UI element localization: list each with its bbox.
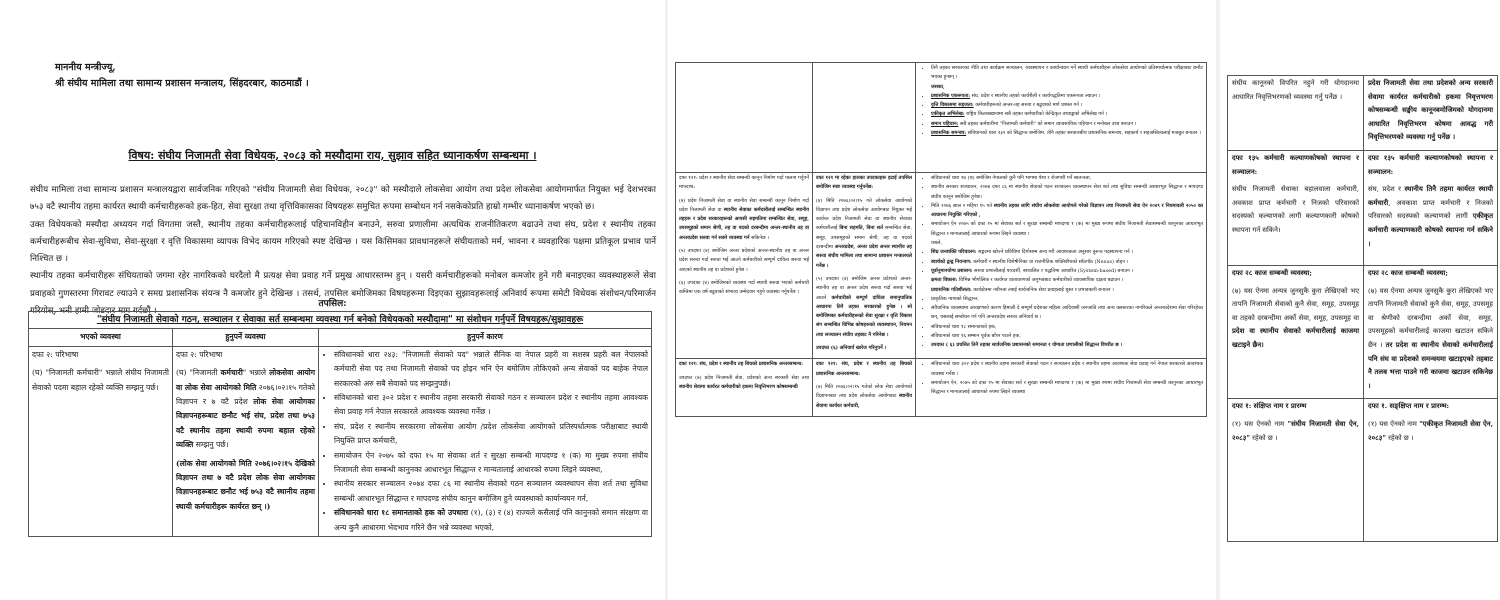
text-run: (१) यस ऐनको नाम (1232, 419, 1288, 428)
text-run: रहेको छ । (1249, 433, 1278, 442)
text-run: समायोजन ऐन २०७५ को दफा १५ मा सेवाका सर्त र सुरक्षा सम्बन्धी मापदण्ड १ (क) मा मुख्य रूपमा संघीय निजामती सेवासम्बन्धी कानुनका आधारभूत सिद्धान्त र मान्यतालाई आधारको रूपमा लिइने व्यवस्था । (931, 221, 1203, 237)
cell-paragraph (816, 344, 912, 353)
text-run: स्वार्थको द्वन्द्व नियन्त्रण: (931, 258, 972, 265)
cell-paragraph (1368, 285, 1493, 394)
text-run: दफा १२१: प्रदेश र स्थानीय सेवा सम्बन्धी कानून निर्माण गर्दा पालना गर्नुपर्ने मापदण्ड: (679, 175, 809, 191)
text-run: बिना सहमति, बिना सर्त (839, 225, 883, 232)
reason-item (931, 174, 1203, 183)
text-run: समायोजन ऐन, २०७५ को दफा १५ मा सेवाका सर्त र सुरक्षा सम्बन्धी मापदण्ड १ (क) मा मुख्य रुपमा संघीय निजामती सेवा सम्बन्धी कानुनका आधारभूत सिद्धान्त र मान्यतालाई आधारको रुपमा लिइने व्यवस्था (931, 379, 1203, 396)
reason-cell (319, 346, 652, 536)
page-2 (668, 0, 1216, 600)
proposed-cell (1364, 265, 1498, 398)
column-header-proposed: हुनुपर्ने व्यवस्था (173, 329, 319, 346)
cell-paragraph (1232, 267, 1359, 281)
existing-cell (676, 359, 813, 416)
text-run: जसका, (931, 83, 945, 90)
text-run: संविधानको धारा १७ (च) बमोजिम नेपालको कुनै पनि भागमा पेशा र रोजगारी गर्ने स्वतन्त्रता, (931, 175, 1092, 181)
suggestions-table (28, 311, 652, 537)
text-run: राष्ट्रिय किताबखानामा सबै तहका कर्मचारीको केन्द्रिकृत तथ्याङ्कको अभिलेख गर्न । (964, 111, 1108, 118)
text-run: उपदफा (७) प्रदेश निजामती सेवा, प्रदेशको अन्य सरकारी सेवा तथा (679, 374, 809, 381)
text-run: प्रशासनिक समन्वय: (931, 130, 967, 137)
text-run: सबै तहका कर्मचारीमा "निजामती कर्मचारी" को समान व्यावसायिक पहिचान र मनोबल उच्च बनाउन । (958, 120, 1137, 127)
reason-item (931, 101, 1203, 110)
text-run: कर्मचारीको सम्पूर्ण दायित्व समानुपातिक आधारमा तिनै तहका सरकारको हुनेछ । सो बमोजिमका कर्मचारीहरूको सेवा सुरक्षा र वृत्ति विकास संग सम्बन्धित विभिन्न कोषहरूको व्यवस्थापन, नियमन तथा सञ्चालन संघीय तहबाट नै गरिनेछ । (816, 294, 912, 338)
cell-paragraph (679, 374, 809, 393)
text-run: संघीय निजामती सेवाका बहालवाला कर्मचारी, अवकाश प्राप्त कर्मचारी र निजको परिवारको सदस्यको कल्याणको लागी कल्याणकारी कोषको स्थापना गर्न सकिने। (1232, 185, 1359, 234)
text-run: "एकीकृत निजामती सेवा ऐन, २०८३" (1368, 419, 1493, 442)
cell-paragraph (816, 275, 912, 340)
text-run: स्थानीय सेवामा कार्यरत कर्मचारी, (816, 393, 912, 409)
text-run: (७) यस ऐनमा अन्यत्र जुनसुकै कुरा लेखिएको भए तापनि निजामती सेवाको कुनै सेवा, समूह, उपसमूह वा तहको दरबन्दीमा अर्को सेवा, समूह, उपसमूह वा (1232, 286, 1359, 322)
cell-paragraph (816, 197, 912, 271)
reason-list (919, 248, 1203, 276)
suggestions-table-continued (675, 62, 1207, 417)
column-header-existing: भएको व्यवस्था (29, 329, 173, 346)
reason-item (931, 258, 1203, 267)
text-run: संघ, प्रदेश र स्थानीय सरकारमा लोकसेवा आयोग /प्रदेश लोकसेवा आयोगको प्रतिस्पर्धात्मक परीक्षाबाट स्थायी नियुक्ति प्राप्त कर्मचारी, (334, 421, 648, 446)
text-run: दफा १३५ कर्मचारी कल्याणकोषको स्थापना र सञ्चालन: (1232, 153, 1359, 176)
reason-item (334, 391, 648, 420)
text-run: स्थानीय सरकार सञ्चालन २०७४ दफा ८६ मा स्थानीय सेवाको गठन सञ्चालन व्यवस्थापन सेवा शर्त तथा सुविधा सम्बन्धी आधारभूत सिद्धान्त र मापदण्ड संघीय कानुन बमोजिम हुने व्यवस्थाको कार्यान्वयन गर्न, (334, 479, 648, 503)
text-run: दफा २: परिभाषा (32, 349, 79, 359)
text-run: २०७६।०२।१५ गतेको विज्ञापन र ७ वटै प्रदेश (176, 382, 315, 407)
body-paragraph: संघीय मामिला तथा सामान्य प्रशासन मन्त्रालयद्वारा सार्वजनिक गरिएको "संघीय निजामती सेवा विधेयक, २०८३" को मस्यौदाले लोकसेवा आयोग तथा प्रदेश लोकसेवा आयोगमार्फत नियुक्त भई देशभरका ७५३ वटै स्थानीय तहमा कार्यरत स्थायी कर्मचारीहरूको हक-हित, सेवा सुरक्षा तथा वृत्तिविकासका विषयहरू समुचित रूपमा सम्बोधन गर्न नसकेकोप्रति हाम्रो गम्भीर ध्यानाकर्षण भएको छ। (30, 185, 656, 213)
reason-item (334, 477, 648, 506)
text-run: लोकसेवा आयोग वा लोक सेवा आयोगको मिति (176, 368, 315, 392)
table-row (1228, 150, 1498, 265)
proposed-cell (1364, 399, 1498, 542)
text-run: दफा २८ काज सम्बन्धी व्यवस्था; (1368, 268, 1448, 277)
text-run: कर्मचारी (220, 368, 243, 378)
text-run: संविधानको धारा १८ समानताको हक, (931, 323, 997, 330)
reason-item (334, 506, 648, 535)
text-run: दफा १: संक्षिप्त नाम र प्रारम्भ (1232, 402, 1307, 411)
reason-list (322, 348, 648, 535)
text-run: संवैधानिक व्यवस्थामा आरक्षणको कारण हिमाली दे सम्पूर्ण प्रदेशका महिला आदिवासी जनजाति तथा अन्य क्लस्टरका नागरिकले अन्तरप्रदेशमा सेवा गरिरहेका छन्, यसलाई सम्बोधन गर्न पनि अन्तरप्रदेश सरुवा अनिवार्य छ । (931, 305, 1203, 321)
text-run: (४) मिति २०७६।०२।१५ गते लोकसेवा आयोगको विज्ञापन तथा प्रदेश लोकसेवा आयोगबाट नियुक्त भई कार्यरत प्रदेश निजामती सेवा वा स्थानीय सेवाका कर्मचारीलाई (816, 197, 912, 232)
text-run: पूर्वानुमानयोग्य प्रशासन: (931, 267, 973, 274)
reason-note (919, 239, 1203, 248)
cell-paragraph (1232, 152, 1359, 179)
reason-item (931, 120, 1203, 129)
existing-cell (676, 173, 813, 359)
text-run: समायोजन ऐन २०७५ को दफा १५ मा सेवाका शर्त र सुरक्षा सम्बन्धी मापदण्ड १ (क) मा मुख्य रुपमा संघीय निजामती सेवा सम्बन्धी कानुनका आधारभूत सिद्धान्त र मान्यतालाई आधारको रुपमा लिइने व्यवस्था, (334, 450, 648, 475)
cell-paragraph (1232, 77, 1359, 104)
proposed-cell (1364, 76, 1498, 151)
reason-cell (916, 63, 1207, 173)
reason-item (931, 248, 1203, 257)
salutation: माननीय मन्त्रीज्यू, (55, 62, 116, 73)
reason-cell (916, 359, 1207, 416)
proposed-cell (173, 346, 319, 536)
proposed-cell (813, 173, 916, 359)
text-run: (लोक सेवा आयोगको मिति २०७६।०२।१५ देखिको विज्ञापन तथा ७ वटै प्रदेश लोक सेवा आयोगका विज्ञापनहरूबाट छनौट भई ७५३ वटै स्थानीय तहमा स्थायी कर्मचारीहरू कार्यरत छन् ।) (176, 458, 315, 511)
cell-paragraph (679, 360, 809, 369)
text-run: मिति २०७६ साल २ महिना १५ गते (931, 202, 994, 209)
reason-list (919, 64, 1203, 83)
cell-paragraph (1232, 183, 1359, 237)
reason-item (931, 220, 1203, 239)
text-run: (७) मिति २०७६।०२।१५ गतेको लोक सेवा आयोगको विज्ञापनबाट तथा प्रदेश लोकसेवा आयोगबाट (816, 383, 912, 400)
text-run: सम्झनु पर्छ। (193, 440, 229, 450)
cell-paragraph (1368, 77, 1493, 145)
table-caption: "संघीय निजामती सेवाको गठन, सञ्चालन र सेवाका सर्त सम्बन्धमा व्यवस्था गर्न बनेको विधेयकको मस्यौदामा" मा संशोधन गर्नुपर्ने विषयहरू/सुझावहरू (29, 312, 652, 329)
table-row (1228, 76, 1498, 151)
text-run: (घ) "निजामती (176, 368, 221, 378)
text-run: वृत्ति विकासमा सहजता: (931, 102, 974, 109)
existing-cell (29, 346, 173, 536)
text-run: (६) उपदफा (४) बमोजिमको व्यवस्था गर्दा स्थायी सरुवा भएको कर्मचारी कम्तिमा एक वर्ष बढुवाको संभाव्य उम्मेदवार नहुने व्यवस्था गर्नुपर्नेछ । (679, 279, 809, 296)
text-run: क्षमता विकास: (931, 277, 958, 284)
existing-cell (1228, 150, 1364, 265)
text-run: एकीकृत कर्मचारी कल्याणकारी कोषको स्थापना गर्न सकिने । (1368, 212, 1493, 248)
text-run: एकीकृत अभिलेख: (931, 111, 965, 118)
text-run: कार्यक्षेत्रमा नवीनता ल्याई सार्वजनिक सेवा प्रवाहलाई चुस्त र प्रभावकारी बनाउन । (971, 286, 1114, 293)
text-run: स्थानीय तहका लागि संघीय लोकसेवा आयोगले गरेको विज्ञापन तथा निजामती सेवा ऐन २०४९ र नियमावली २०५० का आधारमा नियुक्ति गरिएको , (931, 202, 1203, 219)
text-run: संविधानको धारा ३०२ प्रदेश र स्थानीय तहमा सरकारी सेवाको गठन र सञ्चालन प्रदेश र स्थानीय तहमा आवश्यक सेवा प्रवाह गर्न नेपाल सरकारले आवश्यक व्यवस्था गर्नेछ । (931, 361, 1203, 377)
reason-note (919, 83, 1203, 92)
cell-paragraph (679, 247, 809, 275)
reason-item (334, 449, 648, 478)
text-run: (घ) "निजामती कर्मचारी" भन्नाले संघीय निजामती सेवाको पदमा बहाल रहेको व्यक्ति सम्झनु पर्छ। (32, 368, 169, 392)
text-run: प्राकृतिक न्यायको सिद्धान्त, (931, 295, 979, 302)
text-run: कर्मचारीहरूको अन्तर-तह सरुवा र बढुवाको मार्ग प्रशस्त गर्न । (973, 102, 1083, 109)
existing-cell (1228, 76, 1364, 151)
addressee: श्री संघीय मामिला तथा सामान्य प्रशासन मन्त्रालय, सिंहदरबार, काठमाडौं । (55, 78, 309, 89)
reason-item (931, 295, 1203, 304)
column-header-reason: हुनुपर्ने कारण (319, 329, 652, 346)
suggestions-table-continued (1227, 75, 1498, 542)
cell-paragraph (176, 348, 315, 362)
text-run: सङ्कटमा खोज्ने प्रविधिमा दिगोसम्म अन्य गरी आवश्यकता अनुसार तुरुन्त पदस्थापना गर्न । (976, 249, 1133, 256)
cell-paragraph (1368, 418, 1493, 445)
cell-paragraph (176, 366, 315, 452)
text-run: दफा १२१: संघ, प्रदेश र स्थानीय तह बिचको प्रशासनिक अन्तरसम्बन्ध: (816, 361, 912, 377)
text-run: सम्बन्धित सेवा, समूह, उपसमूहको समान श्रेणी, तह वा पदको दरबन्दीमा (816, 225, 913, 251)
cell-paragraph (32, 366, 169, 395)
text-run: सकिनेछ । (749, 234, 769, 241)
table-row (676, 63, 1207, 173)
text-run: शिघ्र जनशक्ति परिचालन: (931, 249, 977, 256)
text-run: दफा २८ काज सम्बन्धी व्यवस्था; (1232, 268, 1312, 277)
text-run: संविधानको धारा २३२ को सिद्धान्त बमोजिम, तीनै तहका सरकारबीच प्रशासनिक समन्वय, सहकार्य र सहअस्तित्वलाई मजबुत बनाउन । (966, 130, 1201, 137)
proposed-cell (813, 63, 916, 173)
reason-note (919, 286, 1203, 295)
text-run: संविधानको धारा ३०२ प्रदेश र स्थानीय तहमा सरकारी सेवाको गठन र सञ्चालन प्रदेश र स्थानीय तहमा आवश्यक सेवा प्रवाह गर्न नेपाल सरकारले आवश्यक व्यवस्था गर्नेछ । (334, 393, 648, 417)
text-run: , अवकाश प्राप्त कर्मचारी र निजको परिवारको सदस्यको कल्याणको लागी (1368, 198, 1493, 221)
proposed-cell (813, 359, 916, 416)
cell-paragraph (1368, 152, 1493, 179)
proposed-cell (1364, 150, 1498, 265)
text-run: प्रदेश निजामती सेवा तथा प्रदेशको अन्य सरकारी सेवामा कार्यरत कर्मचारीको हकमा निवृत्तभरण कोषसम्बन्धी सङ्घीय कानूनबमोजिमको योगदानमा आधारित निवृत्तिभरण कोषमा आवद्ध गरी निवृत्तिभरणको व्यवस्था गर्नु पर्नेछ । (1368, 79, 1493, 142)
cell-paragraph (1232, 400, 1359, 414)
text-run: रहेको छ । (1385, 433, 1414, 442)
text-run: (७) यस ऐनमा अन्यत्र जुनसुकै कुरा लेखिएको भए तापनि निजामती सेवाको कुनै सेवा, समूह, उपसमूह वा श्रेणीको दरबन्दीमा अर्को सेवा, समूह, उपसमूहको कर्मचारीलाई काजमा खटाउन सकिने छैन । (1368, 286, 1493, 349)
reason-item (931, 304, 1203, 323)
text-run: दफा २: परिभाषा (176, 349, 223, 359)
tapsil-heading: तपसिल: (318, 299, 347, 309)
text-run: स्थानीय तिनै तहमा कार्यरत स्थायी कर्मचारी (1368, 185, 1494, 207)
text-run: प्रदेश वा स्थानीय सेवाको कर्मचारीलाई काजमा खटाइने छैन। (1232, 327, 1359, 349)
reason-item (931, 341, 1203, 350)
table-row (1228, 399, 1498, 542)
text-run: "संघीय निजामती सेवा ऐन, २०८३" (1232, 419, 1359, 442)
reason-item (931, 64, 1203, 83)
cell-paragraph (816, 360, 912, 379)
text-run: (१) यस ऐनको नाम (1368, 419, 1420, 428)
text-run: सरुवा प्रणालीलाई पारदर्शी, स्वचालित र पद्धतिमा आधारित (System-based) बनाउन । (972, 267, 1134, 274)
reason-list (919, 295, 1203, 351)
page-3 (1222, 0, 1500, 600)
text-run: (४) प्रदेश निजामती सेवा वा स्थानीय सेवा सम्बन्धी कानून निर्माण गर्दा प्रदेश निजामती सेवा वा (679, 197, 809, 213)
reason-item (931, 183, 1203, 202)
subject-text: विषय: संघीय निजामती सेवा विधेयक, २०८३ को मस्यौदामा राय, सुझाव सहित ध्यानाकर्षण सम्बन्धमा । (128, 149, 537, 162)
existing-cell (676, 63, 813, 173)
text-run: संविधानको धारा २४३: "निजामती सेवाको पद" भन्नाले सैनिक वा नेपाल प्रहरी वा सशस्त्र प्रहरी बल नेपालको कर्मचारी सेवा पद तथा निजामती सेवाको पद होइन भनि ऐन बमोजिम तोकिएको अन्य सेवाको पद बाहेक नेपाल सरकारको अरु सबै सेवाको पद सम्झनुपर्छ। (334, 349, 648, 388)
reason-item (931, 202, 1203, 221)
text-run: दफा १२१: संघ, प्रदेश र स्थानीय तह बिचको प्रशासनिक अन्तरसम्बन्ध: (679, 361, 803, 368)
text-run: संविधानको धारा १६ सम्मान पूर्वक बाँच्न पाउने हक, (931, 333, 1021, 340)
reason-item (931, 110, 1203, 119)
existing-cell (1228, 399, 1364, 542)
reason-item (931, 360, 1203, 379)
cell-paragraph (679, 279, 809, 298)
reason-note (919, 276, 1203, 285)
text-run: तर प्रदेश वा स्थानीय सेवाको कर्मचारीलाई पनि संघ वा प्रदेशको समन्वयमा खटाइएको तहबाट नै तलब भत्ता पाउने गरी काजमा खटाउन सकिनेछ । (1368, 340, 1493, 390)
table-row (676, 359, 1207, 416)
text-run: उपदफा ( ६) प्रचलित तिनै तहका सार्वजनिक प्रशासनको समानता र योग्यता प्रणालीको सिद्धान्त विपरीत छ । (931, 342, 1123, 349)
cell-paragraph (1368, 183, 1493, 251)
cell-paragraph (1232, 418, 1359, 445)
reason-item (931, 332, 1203, 341)
letter-address (55, 60, 309, 92)
text-run: प्रशासनिक गतिशीलता: (931, 286, 972, 293)
text-run: लोक सेवा आयोगका विज्ञापनहरूबाट छनौट भई संघ, प्रदेश तथा ७५३ वटै स्थानीय तहमा स्थायी रुपमा बहाल रहेको व्यक्ति (176, 397, 315, 450)
text-run: संघीय कानूनको विपरित नहुने गरी योगदानमा आधारित निवृत्तिभरणको व्यवस्था गर्नु पर्नेछ । (1232, 79, 1359, 101)
reason-item (931, 379, 1203, 398)
reason-list (919, 360, 1203, 397)
reason-item (931, 92, 1203, 101)
text-run: तिनै तहका सरकारका नीति तथा कार्यक्रम सञ्चालन, व्यवस्थापन र कार्यान्वयन गर्ने स्थायी कर्मचारीहरू लोकसेवा आयोगको प्रतिस्पर्धात्मक परीक्षाबाट छनौट भएका हुन्छन् । (931, 65, 1203, 81)
text-run: समान पहिचान: (931, 120, 959, 127)
table-row (29, 346, 652, 536)
text-run: दफा १. सङ्क्षिप्त नाम र प्रारम्भ: (1368, 402, 1450, 411)
reason-item (334, 420, 648, 449)
body-paragraph: उक्त विधेयकको मस्यौदा अध्ययन गर्दा विगतमा जस्तै, स्थानीय तहका कर्मचारीहरूलाई पहिचानविहीन बनाउने, सरुवा प्रणालीमा अत्यधिक राजनीतिकरण बढाउने तथा संघ, प्रदेश र स्थानीय तहका कर्मचारीहरूबीच सेवा-सुविधा, सेवा-सुरक्षा र वृत्ति विकासमा व्यापक विभेद कायम गरिएको स्पष्ट देखिन्छ । यस किसिमका प्रावधानहरूले संघीयताको मर्म, भावना र व्यवहारिक पक्षमा प्रतिकूल प्रभाव पार्ने निश्चित छ । (30, 219, 656, 265)
reason-item (931, 323, 1203, 332)
text-run: स्थानीय सेवाका कर्मचारीलाई सम्बन्धित स्थानीय तहहरू र प्रदेश सरकारहरूको आपसी सहमतिमा सम्बन्धित सेवा, समूह, उपसमूहको समान श्रेणी, तह वा पदको दरबन्दीमा अन्तर-स्थानीय तह वा अन्तरप्रदेश सरुवा गर्न सक्ने व्यवस्था गर्न (679, 206, 809, 241)
body-paragraph: स्थानीय तहका कर्मचारीहरू संघियताको जगमा रहेर नागरिकको घरदैलो मै प्रत्यक्ष सेवा प्रवाह गर्ने प्रमुख आधारस्तम्भ हुन् । यसरी कर्मचारीहरूको मनोबल कमजोर हुने गरी बनाइएका व्यवस्थाहरूले सेवा प्रवाहको गुणस्तरमा गिरावट ल्याउने र समग्र प्रशासनिक संयन्त्र नै कमजोर हुने देखिन्छ । तसर्थ, तपसिल बमोजिमका विषयहरूमा दिइएका सुझावहरूलाई अनिवार्य रूपमा समेटी विधेयक संशोधन/परिमार्जन गरियोस्, भनी हामी जोडदार माग गर्दछौं । (30, 271, 656, 317)
text-run: संघ, प्रदेश र (1368, 185, 1405, 194)
text-run: उपदफा (६) अनिवार्य खारेज गरिनुपर्ने । (816, 345, 887, 352)
reason-list (919, 174, 1203, 239)
text-run: संविधानको धारा १८ समानताको हक को उपधारा (334, 508, 469, 518)
reason-cell (916, 173, 1207, 359)
text-run: संघ, प्रदेश र स्थानीय तहको कार्यशैली र कार्यपद्धतिमा एकरूपता ल्याउन । (970, 92, 1101, 99)
reason-list (919, 92, 1203, 138)
text-run: प्रशासनिक एकरूपता: (931, 92, 971, 99)
cell-paragraph (176, 457, 315, 515)
text-run: (१), (३) र (४) राज्यले कसैलाई पनि कानुनको समान संरक्षण वा अन्य कुनै आधारमा भेदभाव गरिने छैन भन्ने व्यवस्था भएको, (334, 508, 648, 532)
page-divider (1216, 0, 1220, 600)
subject-line (0, 148, 665, 163)
table-row (676, 173, 1207, 359)
cell-paragraph (1368, 400, 1493, 414)
text-run: विभिन्न भौगोलिक र कार्यगत वातावरणको अनुभवबाट कर्मचारीको व्यावसायिक दक्षता बढाउन । (957, 277, 1124, 284)
cell-paragraph (679, 197, 809, 243)
reason-item (334, 348, 648, 391)
cell-paragraph (816, 383, 912, 411)
text-run: स्थानीय सेवामा कार्यरत कर्मचारीको हकमा निवृत्तिभरण कोषसम्बन्धी (679, 383, 798, 390)
cell-paragraph (679, 174, 809, 193)
text-run: (५) उपदफा (४) बमोजिम अन्तर प्रदेशको अन्तर-स्थानीय तह वा अन्तर प्रदेश सरुवा गर्दा सरुवा भई आउने (816, 275, 912, 301)
reason-item (931, 129, 1203, 138)
cell-paragraph (1368, 267, 1493, 281)
text-run: कर्मचारी र स्थानीय विशेषीनिका वा राजनीतिक शक्तिबीचको साँठगाँठ (Nexus) तोड्न । (971, 258, 1129, 265)
text-run: " भन्नाले (242, 368, 270, 378)
cell-paragraph (816, 174, 912, 193)
table-row (1228, 265, 1498, 398)
text-run: अन्तरप्रदेश, अन्तर प्रदेश अन्तर स्थानीय तह सरुवा संघीय मामिला तथा सामान्य प्रशासन मन्त्रालयले गर्नेछ । (816, 244, 912, 269)
cell-paragraph (32, 348, 169, 362)
cell-paragraph (1232, 285, 1359, 353)
text-run: दफा १३५ कर्मचारी कल्याणकोषको स्थापना र सञ्चालन: (1368, 153, 1493, 176)
page-1 (0, 0, 665, 600)
reason-item (931, 267, 1203, 276)
text-run: दफा १२१ मा रहेका हालका उपदफाहरू हटाई तपसिल बमोजिम स्पष्ट व्यवस्था गर्नुपर्नेछ: (816, 175, 912, 191)
text-run: यसले, (931, 240, 943, 247)
text-run: (५) उपदफा (४) बमोजिम अन्तर प्रदेशको अन्तर-स्थानीय तह वा अन्तर प्रदेश सरुवा गर्दा सरुवा भई आउने कर्मचारीको सम्पूर्ण दायित्व सरुवा भई आएको स्थानीय तह वा प्रदेशको हुनेछ । (679, 248, 809, 273)
text-run: स्थानीय सरकार सञ्चालन, २०७४ दफा ८६ मा स्थानीय सेवाको गठन सञ्चालन व्यवस्थापन सेवा शर्त तथा सुविधा सम्बन्धी आधारभूत सिद्धान्त र मापदण्ड संघीय कानुन बमोजिम हुनेछ। (931, 184, 1203, 200)
existing-cell (1228, 265, 1364, 398)
